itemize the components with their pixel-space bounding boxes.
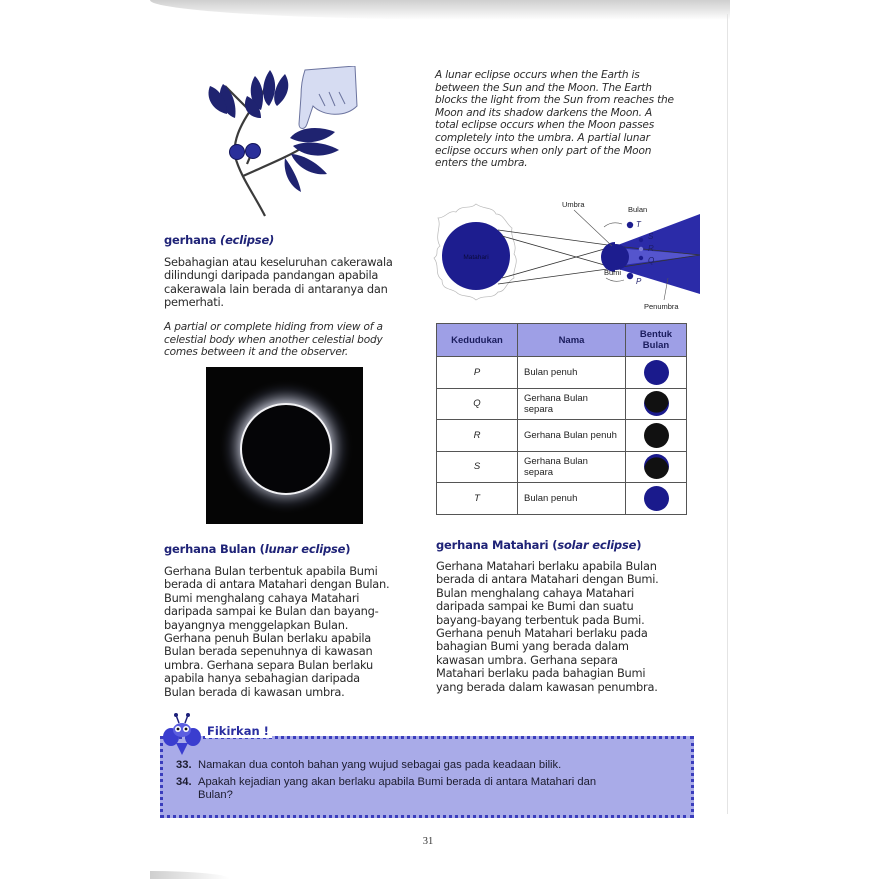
label-s: S: [648, 232, 654, 241]
question-34: 34. Apakah kejadian yang akan berlaku apabila Bumi berada di antara Matahari dan Bulan?: [176, 776, 597, 801]
pointing-hand: [299, 66, 357, 129]
page-top-curl: [150, 0, 730, 20]
page-number: 31: [422, 836, 434, 847]
lunar-eclipse-english-text: A lunar eclipse occurs when the Earth is between the Sun and the Moon. The Earth blocks the light from the Sun from reaches the Moon and its shadow darkens the Moon. A total eclipse occurs when the Moon passes completely into the umbra. A partial lunar eclipse occurs when only part of the Moon enters the umbra.: [435, 69, 674, 170]
moon-total-eclipse-icon: [644, 423, 669, 448]
header-kedudukan: Kedudukan: [437, 324, 518, 357]
gerhana-bulan-text: Gerhana Bulan terbentuk apabila Bumi berada di antara Matahari dengan Bulan. Bumi menghalang cahaya Matahari daripada sampai ke Bulan dan bayang- bayangnya menggelapkan Bulan. Gerhana penuh Bulan berlaku apabila Bulan berada sepenuhnya di kawasan umbra. Gerhana separa Bulan berlaku apabila hanya sebahagian daripada Bulan berada di kawasan umbra.: [164, 564, 390, 699]
table-row: [437, 420, 687, 452]
cell-position: T: [437, 483, 518, 515]
sun-label: Matahari: [463, 254, 489, 261]
cell-position: P: [437, 357, 518, 389]
header-bentuk-bulan: Bentuk Bulan: [626, 324, 687, 357]
mimosa-plant-illustration: [195, 66, 365, 218]
gerhana-definition-english: A partial or complete hiding from view of a celestial body when another celestial body comes between it and the observer.: [164, 321, 383, 359]
term-heading-gerhana: gerhana (eclipse): [164, 233, 275, 247]
moon-phase-table: [436, 323, 687, 515]
table-row: [437, 388, 687, 420]
moon-partial-eclipse-icon: [644, 454, 669, 479]
moon-position-r: [639, 247, 643, 251]
header-nama: Nama: [518, 324, 626, 357]
cell-name: Bulan penuh: [518, 357, 626, 389]
leaf-cluster-right: [285, 128, 339, 192]
fikirkan-title: Fikirkan !: [205, 724, 272, 738]
moon-disc: [241, 404, 331, 494]
label-r: R: [648, 244, 654, 253]
fikirkan-box: [160, 736, 694, 818]
cell-name: Bulan penuh: [518, 483, 626, 515]
term-heading-gerhana-bulan: gerhana Bulan (lunar eclipse): [164, 542, 351, 556]
question-33: 33. Namakan dua contoh bahan yang wujud sebagai gas pada keadaan bilik.: [176, 759, 562, 771]
umbra-label: Umbra: [562, 200, 585, 209]
page-edge: [727, 14, 728, 814]
leaf-cluster-top: [245, 70, 288, 118]
label-q: Q: [648, 256, 655, 265]
label-t: T: [636, 220, 641, 229]
moon-position-s: [639, 238, 643, 242]
table-row: [437, 451, 687, 483]
gerhana-definition-malay: Sebahagian atau keseluruhan cakerawala dilindungi daripada pandangan apabila cakerawala lain berada di antaranya dan pemerhati.: [164, 255, 393, 310]
gerhana-matahari-text: Gerhana Matahari berlaku apabila Bulan berada di antara Matahari dengan Bumi. Bulan menghalang cahaya Matahari daripada sampai ke Bumi dan suatu bayang-bayang terbentuk pada Bumi. Gerhana penuh Matahari berlaku pada bahagian Bumi yang berada dalam kawasan umbra. Gerhana separa Matahari berlaku pada bahagian Bumi yang berada dalam kawasan penumbra.: [436, 559, 659, 694]
earth-body: [603, 244, 629, 270]
cell-name: Gerhana Bulan separa: [518, 388, 626, 420]
moon-position-p: [627, 273, 633, 279]
moon-position-t: [627, 222, 633, 228]
cell-name: Gerhana Bulan penuh: [518, 420, 626, 452]
leaf-cluster-top-left: [209, 84, 236, 118]
berries: [230, 144, 261, 160]
solar-eclipse-photo: [206, 367, 363, 524]
table-row: [437, 357, 687, 389]
earth-label: Bumi: [604, 268, 622, 277]
moon-partial-eclipse-icon: [644, 391, 669, 416]
cell-name: Gerhana Bulan separa: [518, 451, 626, 483]
moon-full-icon: [644, 360, 669, 385]
moon-full-icon: [644, 486, 669, 511]
cell-position: S: [437, 451, 518, 483]
moon-position-q: [639, 256, 643, 260]
label-p: P: [636, 277, 642, 286]
cell-position: R: [437, 420, 518, 452]
moon-label: Bulan: [628, 205, 648, 214]
butterfly-mascot-icon: [162, 713, 202, 755]
term-heading-gerhana-matahari: gerhana Matahari (solar eclipse): [436, 538, 642, 552]
page-bottom-curl: [150, 871, 230, 879]
table-row: [437, 483, 687, 515]
lunar-eclipse-diagram: [432, 196, 700, 316]
cell-position: Q: [437, 388, 518, 420]
table-header-row: [437, 324, 687, 357]
penumbra-label: Penumbra: [644, 302, 679, 311]
